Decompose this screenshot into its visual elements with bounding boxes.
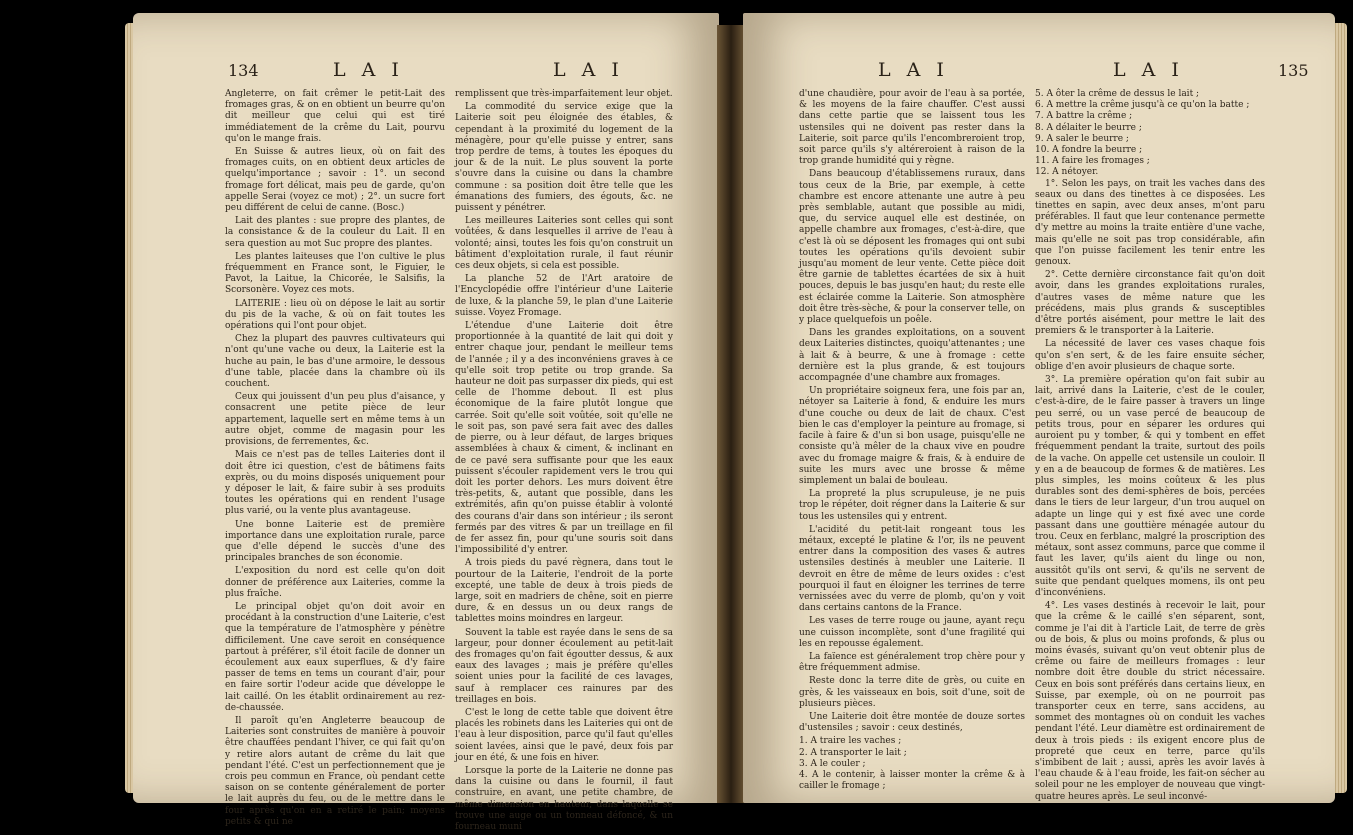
utensil-list xyxy=(1035,89,1265,179)
paragraph: La propreté la plus scrupuleuse, je ne puis trop le répéter, doit régner dans la Laiterie & sur tous les ustensiles qui y entrent. xyxy=(799,489,1025,522)
paragraph: Une Laiterie doit être montée de douze sortes d'ustensiles ; savoir : ceux destinés, xyxy=(799,711,1025,734)
left-running-head-2: L A I xyxy=(553,59,624,81)
paragraph: d'une chaudière, pour avoir de l'eau à sa portée, & les moyens de la faire chauffer. C'est aussi dans cette partie que se laissent tous les ustensiles qui ne doivent pas rester dans la Laiterie, soit parce qu'ils l'encombreroient trop, soit parce qu'ils s'y altéreroient à raison de la trop grande humidité qui y règne. xyxy=(799,89,1025,167)
paragraph: Une bonne Laiterie est de première importance dans une exploitation rurale, parce que d'elle dépend le succès d'une des principales branches de son économie. xyxy=(225,519,445,564)
paragraph: La nécessité de laver ces vases chaque fois qu'on s'en sert, & de les faire ensuite sécher, oblige d'en avoir plusieurs de chaque sorte. xyxy=(1035,339,1265,372)
utensil-list xyxy=(799,736,1025,792)
paragraph: 2°. Cette dernière circonstance fait qu'on doit avoir, dans les grandes exploitations rurales, d'autres vases de même nature que les précédens, mais plus grands & susceptibles d'être portés aisément, pour mettre le lait des premiers & le transporter à la Laiterie. xyxy=(1035,270,1265,337)
utensil-list-item: 1. A traire les vaches ; xyxy=(799,736,902,747)
paragraph: Dans beaucoup d'établissemens ruraux, dans tous ceux de la Brie, par exemple, à cette chambre est encore attenante une autre à peu près semblable, autant que possible au midi, que, du service auquel elle est destinée, on appelle chambre aux fromages, c'est-à-dire, que c'est là où se déposent les fromages qui ont subi toutes les opérations qu'ils devoient subir jusqu'au moment de leur vente. Cette pièce doit être garnie de tablettes écartées de six à huit pouces, depuis le bas jusqu'en haut; du reste elle est éclairée comme la Laiterie. Son atmosphère doit être très-sèche, & pour la conserver telle, on y place quelquefois un poêle. xyxy=(799,169,1025,326)
paragraph: La commodité du service exige que la Laiterie soit peu éloignée des étables, & cependant à la proximité du logement de la ménagère, pour qu'elle puisse y entrer, sans trop perdre de tems, à toutes les époques du jour & de la nuit. Le plus souvent la porte s'ouvre dans la cuisine ou dans la chambre commune : sa position doit être telle que les émanations des fumiers, des égouts, &c. ne puissent y pénétrer. xyxy=(455,102,673,214)
paragraph: La faïence est généralement trop chère pour y être fréquemment admise. xyxy=(799,651,1025,674)
paragraph: 4°. Les vases destinés à recevoir le lait, pour que la crême & le caillé s'en séparent, sont, comme je l'ai dit à l'article Lait, de terre de grès ou de bois, & plus ou moins profonds, & plus ou moins évasés, suivant qu'on veut obtenir plus de crême ou faire de meilleurs fromages : leur nombre doit être double du strict nécessaire. Ceux en bois sont préférés dans certains lieux, en Suisse, par exemple, où on ne pourroit pas transporter ceux en terre, sans accidens, au sommet des montagnes où on conduit les vaches pendant l'été. Leur diamètre est ordinairement de deux à trois pieds : ils exigent encore plus de propreté que ceux en terre, parce qu'ils s'imbibent de lait ; aussi, après les avoir lavés à l'eau chaude & à l'eau froide, les fait-on sécher au soleil pour ne les employer de nouveau que vingt-quatre heures après. Le seul inconvé- xyxy=(1035,601,1265,802)
book-gutter xyxy=(717,25,745,803)
paragraph: Il paroît qu'en Angleterre beaucoup de Laiteries sont construites de manière à pouvoir être chauffées pendant l'hiver, ce qui fait qu'on y retire alors autant de crême du lait que pendant l'été. C'est un perfectionnement que je crois peu commun en France, où pendant cette saison on se contente généralement de porter le lait auprès du feu, ou de le mettre dans le four après qu'on en a retiré le pain; moyens petits & qui ne xyxy=(225,715,445,827)
paragraph: Les meilleures Laiteries sont celles qui sont voûtées, & dans lesquelles il arrive de l'eau à volonté; ainsi, toutes les fois qu'on construit un bâtiment d'exploitation rurale, il faut réunir ces deux objets, si cela est possible. xyxy=(455,216,673,272)
paragraph: En Suisse & autres lieux, où on fait des fromages cuits, on en obtient deux articles de quelqu'importance ; savoir : 1°. un second fromage fort délicat, mais peu de garde, qu'on appelle Serai (voyez ce mot) ; 2°. un sucre fort peu différent de celui de canne. (Bosc.) xyxy=(225,147,445,214)
utensil-list-item: 10. A fondre la beurre ; xyxy=(1035,145,1143,156)
paragraph: Lorsque la porte de la Laiterie ne donne pas dans la cuisine ou dans le fournil, il faut construire, en avant, une petite chambre, de même dimension en hauteur, dans laquelle se trouve une auge ou un tonneau défoncé, & un fourneau muni xyxy=(455,765,673,832)
paragraph: Lait des plantes : sue propre des plantes, de la consistance & de la couleur du Lait. Il en sera question au mot Suc propre des plantes. xyxy=(225,216,445,249)
paragraph: remplissent que très-imparfaitement leur objet. xyxy=(455,89,673,99)
utensil-list-item: 2. A transporter le lait ; xyxy=(799,747,907,758)
paragraph: Souvent la table est rayée dans le sens de sa largeur, pour donner écoulement au petit-lait des fromages qu'on fait égoutter dessus, & aux eaux des lavages ; mais je préfère qu'elles soient unies pour la facilité de ces lavages, sauf à remplacer ces rainures par des treillages en bois. xyxy=(455,627,673,705)
paragraph: Reste donc la terre dite de grès, ou cuite en grès, & les vaisseaux en bois, soit d'une, soit de plusieurs pièces. xyxy=(799,676,1025,709)
paragraph: Un propriétaire soigneux fera, une fois par an, nétoyer sa Laiterie à fond, & enduire les murs d'une couche ou deux de lait de chaux. C'est bien le cas d'employer la peinture au fromage, si facile à faire & d'un si bon usage, puisqu'elle ne consiste qu'à mêler de la chaux vive en poudre avec du fromage maigre & frais, & à enduire de suite les murs avec une brosse & même simplement un balai de bouleau. xyxy=(799,386,1025,486)
right-page xyxy=(743,13,1335,803)
paragraph: Chez la plupart des pauvres cultivateurs qui n'ont qu'une vache ou deux, la Laiterie est la huche au pain, le bas d'une armoire, le dessous d'une table, placée dans la chambre où ils couchent. xyxy=(225,334,445,390)
paragraph: L'étendue d'une Laiterie doit être proportionnée à la quantité de lait qui doit y entrer chaque jour, pendant le meilleur tems de l'année ; il y a des inconvéniens graves à ce qu'elle soit trop petite ou trop grande. Sa hauteur ne doit pas surpasser dix pieds, qui est celle de l'homme debout. Il est plus économique de la faire plutôt longue que carrée. Soit qu'elle soit voûtée, soit qu'elle ne le soit pas, son pavé sera fait avec des dalles de pierre, ou à leur défaut, de larges briques assemblées à chaux & ciment, & inclinant en de ce pavé sera suffisante pour que les eaux puissent s'écouler rapidement vers le trou qui doit les porter dehors. Les murs doivent être très-petits, &, autant que possible, dans les extrémités, afin qu'on puisse établir à volonté des courans d'air dans son intérieur ; ils seront fermés par des vitres & par un treillage en fil de fer assez fin, pour qu'une souris soit dans l'impossibilité d'y entrer. xyxy=(455,321,673,556)
utensil-list-item: 3. A le couler ; xyxy=(799,758,866,769)
paragraph: Angleterre, on fait crêmer le petit-Lait des fromages gras, & on en obtient un beurre qu'on dit meilleur que celui qui est tiré immédiatement de la crême du Lait, pourvu qu'on le mange frais. xyxy=(225,89,445,144)
paragraph: C'est le long de cette table que doivent être placés les robinets dans les Laiteries qui ont de l'eau à leur disposition, parce qu'il faut qu'elles soient lavées, ainsi que le pavé, deux fois par jour en été, & une fois en hiver. xyxy=(455,707,673,763)
paragraph: 3°. La première opération qu'on fait subir au lait, arrivé dans la Laiterie, c'est de le couler, c'est-à-dire, de le faire passer à travers un linge peu serré, ou un vase percé de beaucoup de petits trous, pour en séparer les ordures qui auroient pu y tomber, & qui y tombent en effet fréquemment pendant la traite, surtout des poils de la vache. On appelle cet ustensile un couloir. Il y en a de beaucoup de formes & de matières. Les plus simples, les moins coûteux & les plus durables sont des demi-sphères de bois, percées dans le tiers de leur largeur, d'un trou auquel on adapte un linge qui y est fixé avec une corde passant dans une gouttière ménagée autour du trou. Ceux en ferblanc, malgré la proscription des métaux, sont assez communs, parce que comme il faut les laver, qu'ils aient du linge ou non, aussitôt qu'ils ont servi, & qu'ils ne servent de suite que pendant quelques momens, ils ont peu d'inconvéniens. xyxy=(1035,375,1265,598)
paragraph: Le principal objet qu'on doit avoir en procédant à la construction d'une Laiterie, c'est que la température de l'atmosphère y pénètre difficilement. Une cave seroit en conséquence partout à préférer, s'il étoit facile de donner un écoulement aux eaux superflues, & d'y faire passer de tems en tems un courant d'air, pour en faire sortir l'odeur acide que développe le lait caillé. On les établit ordinairement au rez-de-chaussée. xyxy=(225,601,445,713)
left-page xyxy=(133,13,719,832)
right-page-number: 135 xyxy=(1278,61,1309,80)
paragraph: L'exposition du nord est celle qu'on doit donner de préférence aux Laiteries, comme la plus fraîche. xyxy=(225,566,445,599)
right-running-head-2: L A I xyxy=(1113,59,1184,81)
utensil-list-item: 6. A mettre la crême jusqu'à ce qu'on la batte ; xyxy=(1035,100,1250,111)
right-running-head: L A I xyxy=(878,59,949,81)
utensil-list-item: 11. A faire les fromages ; xyxy=(1035,156,1150,167)
utensil-list-item: 8. A délaiter le beurre ; xyxy=(1035,122,1142,133)
left-page-number: 134 xyxy=(228,61,259,80)
paragraph: Ceux qui jouissent d'un peu plus d'aisance, y consacrent une petite pièce de leur appartement, laquelle sert en même tems à un autre objet, comme de magasin pour les provisions, de ferrementes, &c. xyxy=(225,392,445,448)
paragraph: Mais ce n'est pas de telles Laiteries dont il doit être ici question, c'est de bâtimens faits exprès, ou du moins disposés uniquement pour y déposer le lait, & faire subir à ses produits toutes les opérations qui en rendent l'usage plus varié, ou la vente plus avantageuse. xyxy=(225,450,445,517)
utensil-list-item: 5. A ôter la crême de dessus le lait ; xyxy=(1035,89,1200,99)
left-column-2 xyxy=(455,89,673,835)
right-column-1 xyxy=(799,89,1025,792)
utensil-list-item: 4. A le contenir, à laisser monter la crême & à cailler le fromage ; xyxy=(799,769,1025,792)
paragraph: L'acidité du petit-lait rongeant tous les métaux, excepté le platine & l'or, ils ne peuvent entrer dans la composition des vases & autres ustensiles destinés à meubler une Laiterie. Il devroit en être de même de leurs oxides : c'est pourquoi il faut en éloigner les terrines de terre vernissées avec du verre de plomb, qu'on y voit dans certains cantons de la France. xyxy=(799,524,1025,614)
paragraph: LAITERIE : lieu où on dépose le lait au sortir du pis de la vache, & où on fait toutes les opérations qui l'ont pour objet. xyxy=(225,298,445,332)
paragraph: Les plantes laiteuses que l'on cultive le plus fréquemment en France sont, le Figuier, le Pavot, la Laitue, la Chicorée, le Salsifis, la Scorsonère. Voyez ces mots. xyxy=(225,251,445,296)
left-running-head: L A I xyxy=(333,59,404,81)
paragraph: 1°. Selon les pays, on trait les vaches dans des seaux ou dans des tinettes à ce disposées. Les tinettes en sapin, avec deux anses, m'ont paru préférables. Il faut que leur contenance permette d'y mettre au moins la traite entière d'une vache, mais qu'elle ne soit pas trop considérable, afin que l'on puisse facilement les tenir entre les genoux. xyxy=(1035,178,1265,268)
paragraph: Les vases de terre rouge ou jaune, ayant reçu une cuisson incomplète, sont d'une fragilité qui les en repousse également. xyxy=(799,616,1025,649)
paragraph: A trois pieds du pavé règnera, dans tout le pourtour de la Laiterie, l'endroit de la porte excepté, une table de deux à trois pieds de large, soit en madriers de chêne, soit en pierre dure, & en dessus un ou deux rangs de tablettes moins moindres en largeur. xyxy=(455,558,673,625)
paragraph: La planche 52 de l'Art aratoire de l'Encyclopédie offre l'intérieur d'une Laiterie de luxe, & la planche 59, le plan d'une Laiterie suisse. Voyez Fromage. xyxy=(455,274,673,318)
left-column-1 xyxy=(225,89,445,830)
open-book xyxy=(125,5,1350,832)
right-page-edges xyxy=(1333,23,1347,793)
right-column-2 xyxy=(1035,89,1265,805)
utensil-list-item: 9. A saler le beurre ; xyxy=(1035,133,1129,144)
paragraph: Dans les grandes exploitations, on a souvent deux Laiteries distinctes, quoiqu'attenantes ; une à lait & à beurre, & une à fromage : cette dernière est la plus grande, & est toujours accompagnée d'une chambre aux fromages. xyxy=(799,328,1025,384)
utensil-list-item: 12. A nétoyer. xyxy=(1035,167,1099,178)
utensil-list-item: 7. A battre la crême ; xyxy=(1035,111,1133,122)
